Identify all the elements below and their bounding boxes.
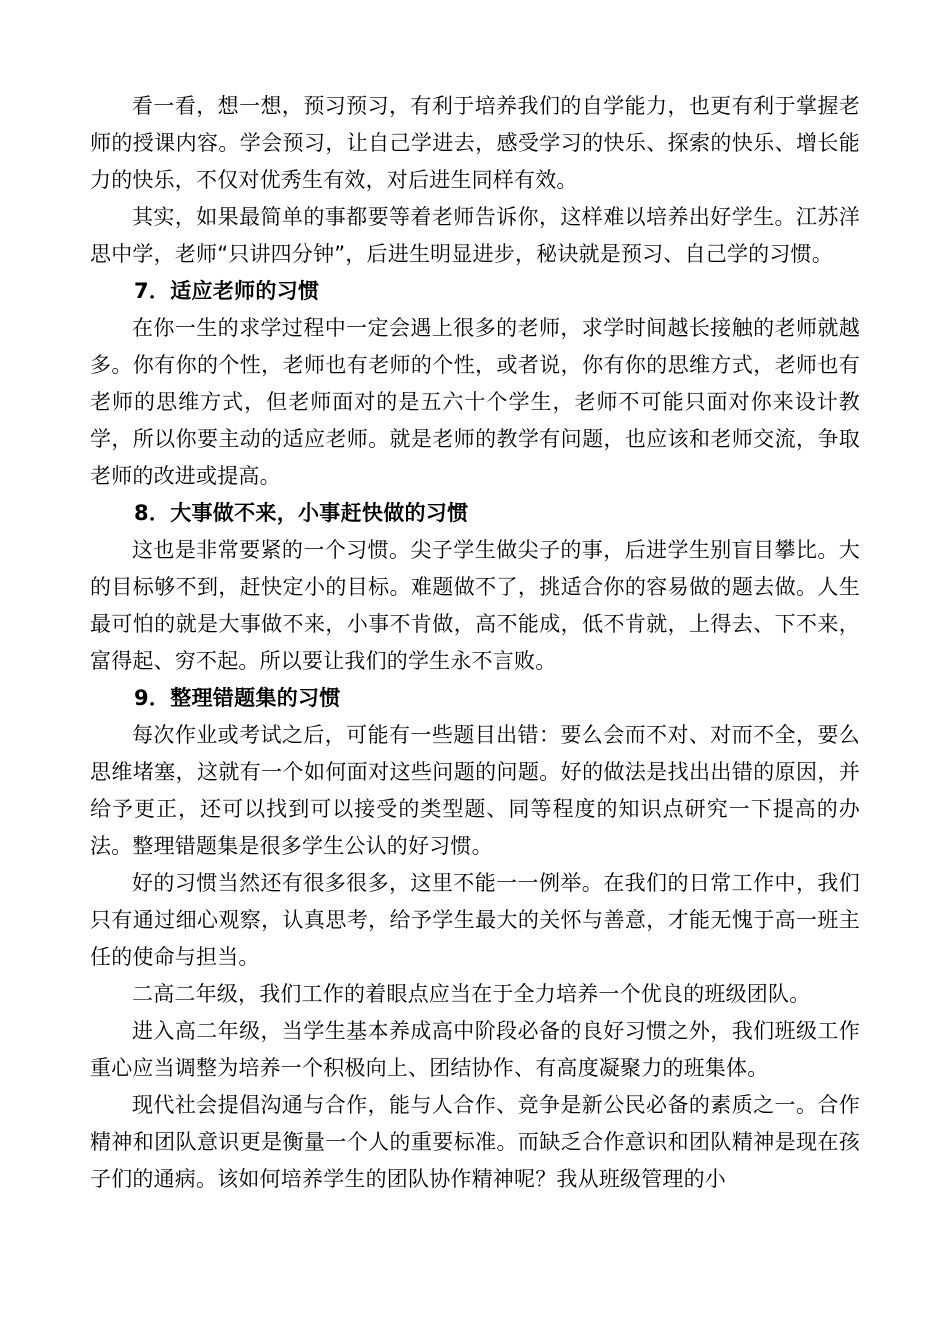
paragraph-yangsi-example: 其实，如果最简单的事都要等着老师告诉你，这样难以培养出好学生。江苏洋思中学，老师“只讲四分钟”，后进生明显进步，秘诀就是预习、自己学的习惯。 xyxy=(90,205,860,266)
paragraph-error-collection: 每次作业或考试之后，可能有一些题目出错：要么会而不对、对而不全，要么思维堵塞，这就有一个如何面对这些问题的问题。好的做法是找出出错的原因，并给予更正，还可以找到可以接受的类型题、同等程度的知识点研究一下提高的办法。整理错题集是很多学生公认的好习惯。 xyxy=(90,723,860,858)
paragraph-grade-two-goal: 进入高二年级，当学生基本养成高中阶段必备的良好习惯之外，我们班级工作重心应当调整为培养一个积极向上、团结协作、有高度凝聚力的班集体。 xyxy=(90,1019,860,1080)
paragraph-teamwork: 现代社会提倡沟通与合作，能与人合作、竞争是新公民必备的素质之一。合作精神和团队意识更是衡量一个人的重要标准。而缺乏合作意识和团队精神是现在孩子们的通病。该如何培养学生的团队协作精神呢？我从班级管理的小 xyxy=(90,1093,860,1191)
heading-small-things-first: 8．大事做不来，小事赶快做的习惯 xyxy=(134,501,469,525)
paragraph-grade-two-focus: 二高二年级，我们工作的着眼点应当在于全力培养一个优良的班级团队。 xyxy=(132,982,811,1006)
document-page xyxy=(90,88,860,1198)
paragraph-small-things-first: 这也是非常要紧的一个习惯。尖子学生做尖子的事，后进学生别盲目攀比。大的目标够不到，赶快定小的目标。难题做不了，挑适合你的容易做的题去做。人生最可怕的就是大事做不来，小事不肯做，高不能成，低不肯就，上得去、下不来，富得起、穷不起。所以要让我们的学生永不言败。 xyxy=(90,538,860,673)
paragraph-adapt-to-teacher: 在你一生的求学过程中一定会遇上很多的老师，求学时间越长接触的老师就越多。你有你的个性，老师也有老师的个性，或者说，你有你的思维方式，老师也有老师的思维方式，但老师面对的是五六十个学生，老师不可能只面对你来设计教学，所以你要主动的适应老师。就是老师的教学有问题，也应该和老师交流，争取老师的改进或提高。 xyxy=(90,316,860,488)
paragraph-preview-benefits: 看一看，想一想，预习预习，有利于培养我们的自学能力，也更有利于掌握老师的授课内容。学会预习，让自己学进去，感受学习的快乐、探索的快乐、增长能力的快乐，不仅对优秀生有效，对后进生同样有效。 xyxy=(90,94,860,192)
paragraph-good-habits-summary: 好的习惯当然还有很多很多，这里不能一一例举。在我们的日常工作中，我们只有通过细心观察，认真思考，给予学生最大的关怀与善意，才能无愧于高一班主任的使命与担当。 xyxy=(90,871,860,969)
heading-adapt-to-teacher: 7．适应老师的习惯 xyxy=(134,279,320,303)
heading-error-collection: 9．整理错题集的习惯 xyxy=(134,686,341,710)
